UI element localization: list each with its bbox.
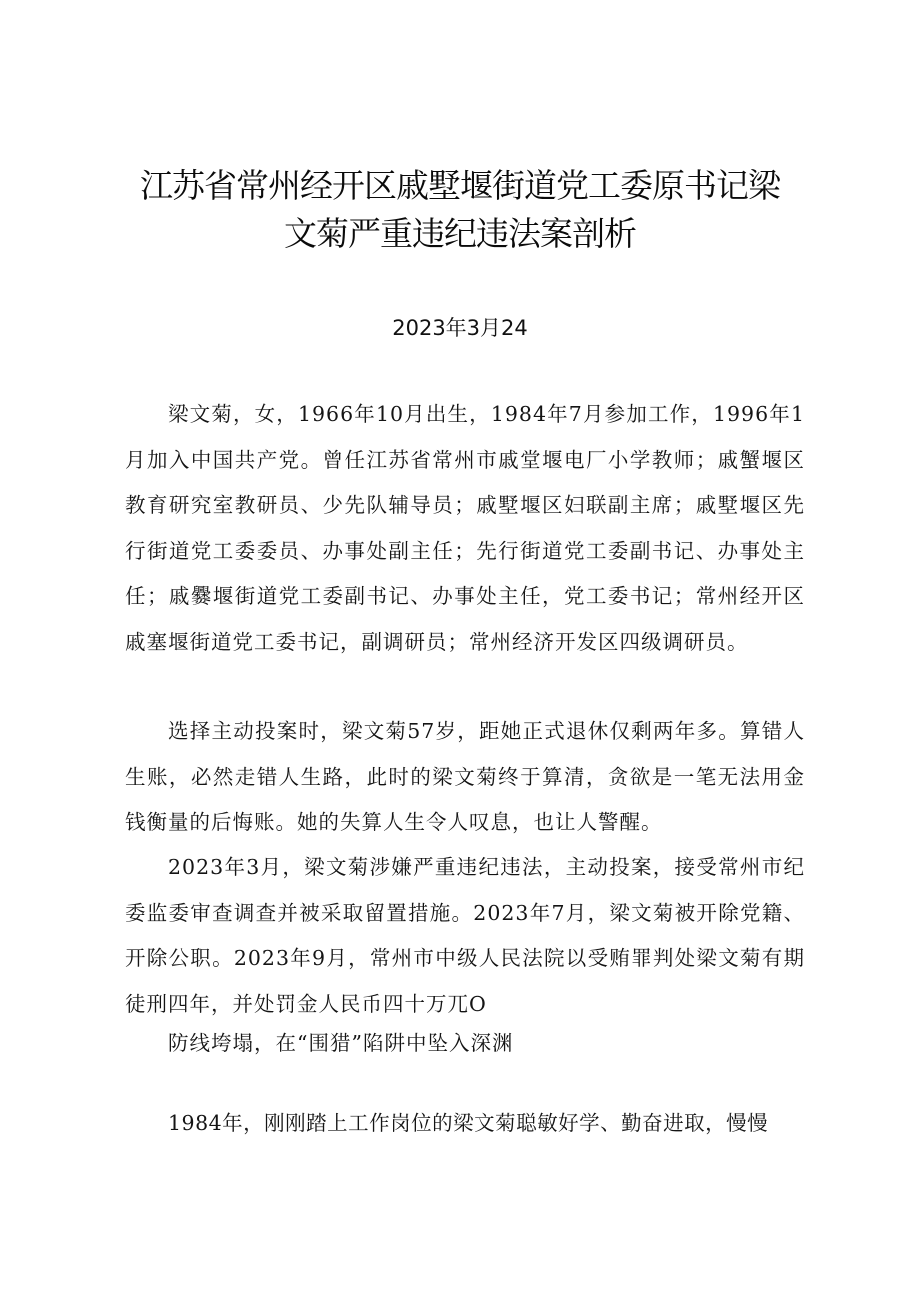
paragraph-sentence: 2023年3月，梁文菊涉嫌严重违纪违法，主动投案，接受常州市纪委监委审查调查并被采取留置措施。2023年7月，梁文菊被开除党籍、开除公职。2023年9月，常州市中级人民法院以受贿罪判处梁文菊有期徒刑四年，并处罚金人民币四十万兀O <box>125 855 805 1016</box>
document-title-line-2: 文菊严重违纪违法案剖析 <box>284 214 636 253</box>
document-title-line-1: 江苏省常州经开区戚墅堰街道党工委原书记梁 <box>140 166 780 205</box>
publication-date: 2023年3月24 <box>392 316 528 340</box>
section-heading: 防线垮塌，在“围猎”陷阱中坠入深渊 <box>168 1031 514 1055</box>
paragraph-surrender: 选择主动投案时，梁文菊57岁，距她正式退休仅剩两年多。算错人生账，必然走错人生路，此时的梁文菊终于算清，贪欲是一笔无法用金钱衡量的后悔账。她的失算人生令人叹息，也让人警醒。 <box>125 719 805 835</box>
paragraph-career-start: 1984年，刚刚踏上工作岗位的梁文菊聪敏好学、勤奋进取，慢慢 <box>168 1111 769 1135</box>
paragraph-biography: 梁文菊，女，1966年10月出生，1984年7月参加工作，1996年1月加入中国共产党。曾任江苏省常州市戚堂堰电厂小学教师；戚蟹堰区教育研究室教研员、少先队辅导员；戚墅堰区妇联副主席；戚墅堰区先行街道党工委委员、办事处副主任；先行街道党工委副书记、办事处主任；戚爨堰街道党工委副书记、办事处主任，党工委书记；常州经开区戚塞堰街道党工委书记，副调研员；常州经济开发区四级调研员。 <box>125 402 805 654</box>
